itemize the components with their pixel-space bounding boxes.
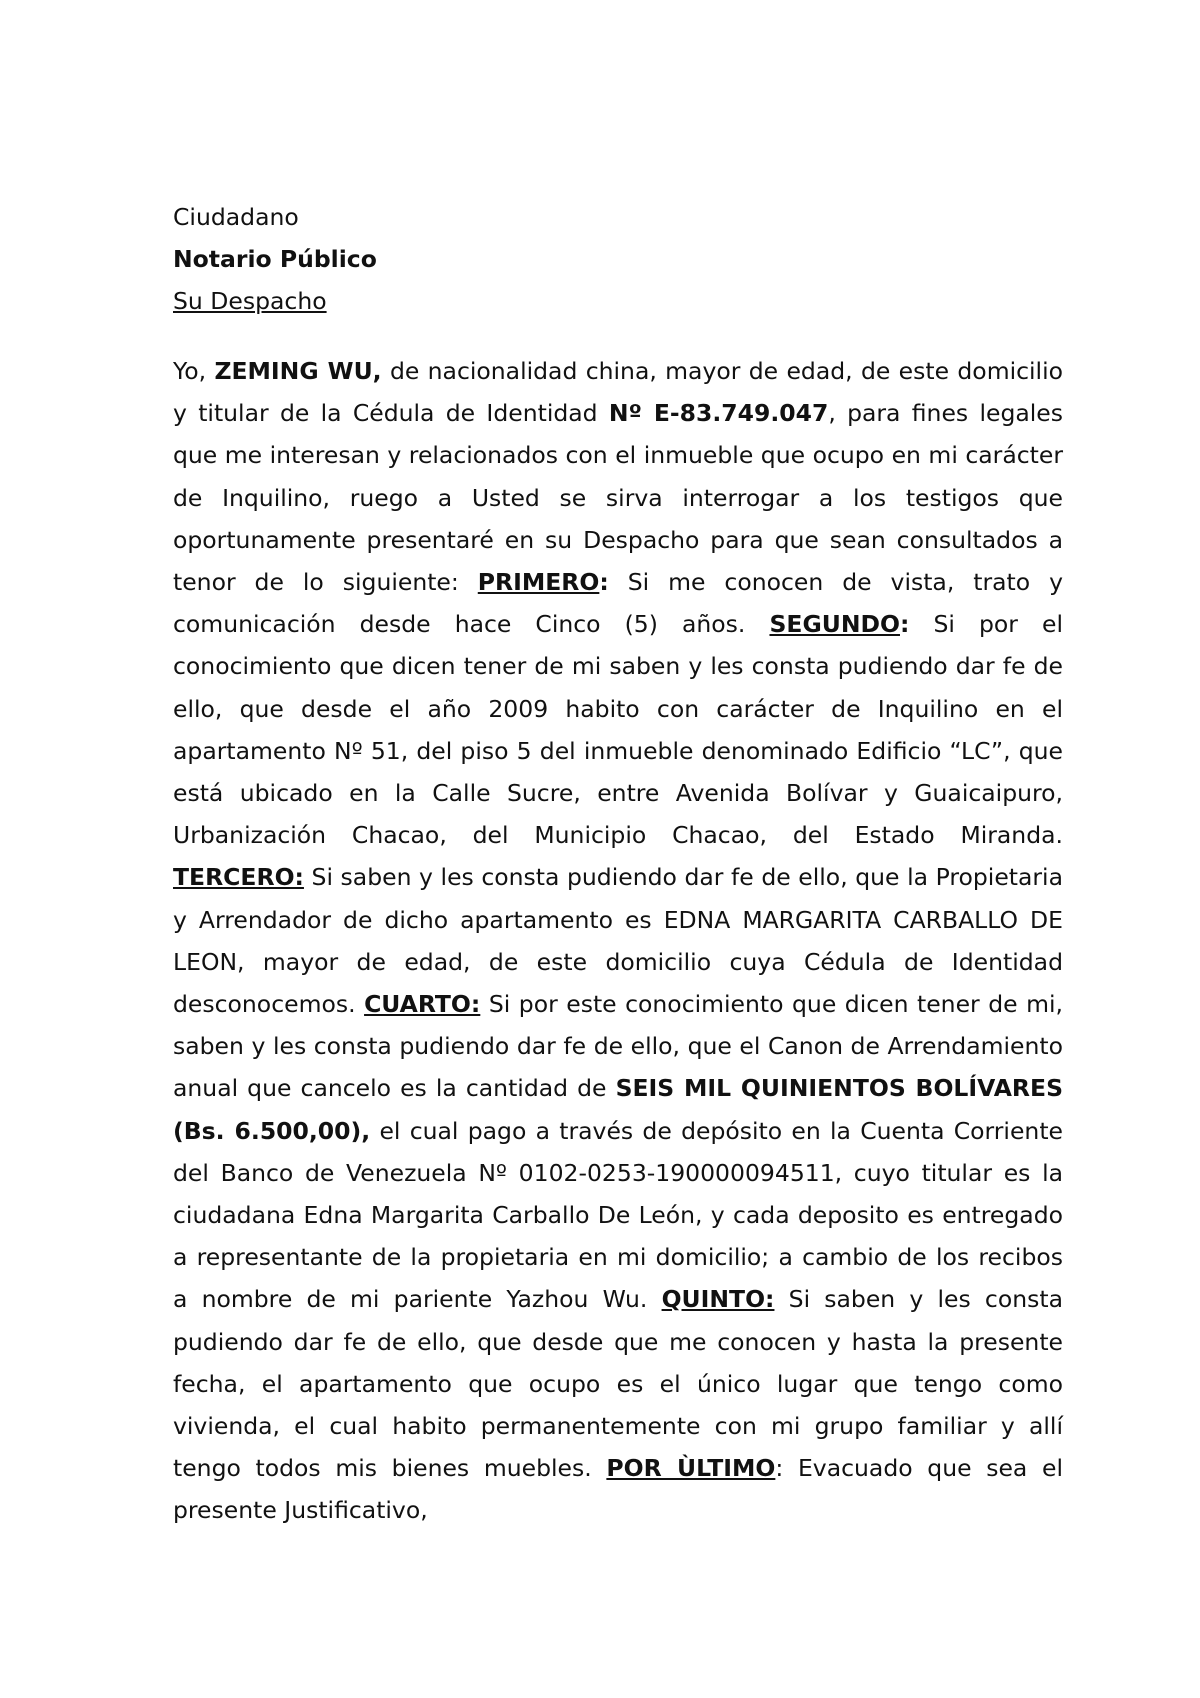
body-run: Yo,: [173, 357, 215, 385]
body-run: de nacionalidad china, mayor de edad, de este domicilio y titular de la Cédula de Identidad: [173, 357, 1063, 428]
body-run: Si por el conocimiento que dicen tener de mi saben y les consta pudiendo dar fe de ello, que desde el año 2009 habito con carácter de Inquilino en el apartamento Nº 51, del piso 5 del inmueble denominado Edificio “LC”, que está ubicado en la Calle Sucre, entre Avenida Bolívar y Guaicaipuro, Urbanización Chacao, del Municipio Chacao, del Estado Miranda.: [173, 610, 1063, 850]
emphasis-text: Nº E-83.749.047: [608, 399, 829, 428]
recipient-title: Ciudadano: [173, 203, 299, 231]
body-run: el cual pago a través de depósito en la Cuenta Corriente del Banco de Venezuela Nº 0102-0253-190000094511, cuyo titular es la ciudadana Edna Margarita Carballo De León, y cada deposito es entregado a representante de la propietaria en mi domicilio; a cambio de los recibos a nombre de mi pariente Yazhou Wu.: [173, 1116, 1063, 1314]
emphasis-text: :: [899, 610, 910, 639]
body-run: Si saben y les consta pudiendo dar fe de ello, que desde que me conocen y hasta la presente fecha, el apartamento que ocupo es el único lugar que tengo como vivienda, el cual habito permanentemente con mi grupo familiar y allí tengo todos mis bienes muebles.: [173, 1285, 1063, 1483]
section-heading: POR ÙLTIMO: [606, 1454, 776, 1483]
section-heading: QUINTO:: [661, 1285, 775, 1314]
emphasis-text: ZEMING WU,: [214, 357, 382, 385]
body-run: Si por este conocimiento que dicen tener de mi, saben y les consta pudiendo dar fe de ello, que el Canon de Arrendamiento anual que cancelo es la cantidad de: [173, 990, 1063, 1103]
emphasis-text: SEIS MIL QUINIENTOS BOLÍVARES (Bs. 6.500,00),: [173, 1074, 1063, 1145]
section-heading: SEGUNDO: [769, 610, 900, 639]
recipient-place: Su Despacho: [173, 287, 327, 315]
section-heading: TERCERO:: [173, 863, 304, 892]
body-run: Si saben y les consta pudiendo dar fe de ello, que la Propietaria y Arrendador de dicho apartamento es EDNA MARGARITA CARBALLO DE LEON, mayor de edad, de este domicilio cuya Cédula de Identidad desconocemos.: [173, 863, 1063, 1019]
section-heading: PRIMERO: [477, 568, 600, 597]
emphasis-text: :: [599, 568, 609, 597]
document-body: [173, 350, 1063, 1532]
body-run: Si me conocen de vista, trato y comunicación desde hace Cinco (5) años.: [173, 568, 1063, 639]
recipient-office: Notario Público: [173, 245, 377, 273]
body-run: , para fines legales que me interesan y relacionados con el inmueble que ocupo en mi carácter de Inquilino, ruego a Usted se sirva interrogar a los testigos que oportunamente presentaré en su Despacho para que sean consultados a tenor de lo siguiente:: [173, 399, 1063, 597]
body-run: : Evacuado que sea el presente Justificativo,: [173, 1454, 1063, 1525]
section-heading: CUARTO:: [364, 990, 481, 1019]
document-page: [173, 196, 1063, 1532]
recipient-address: [173, 196, 1063, 322]
